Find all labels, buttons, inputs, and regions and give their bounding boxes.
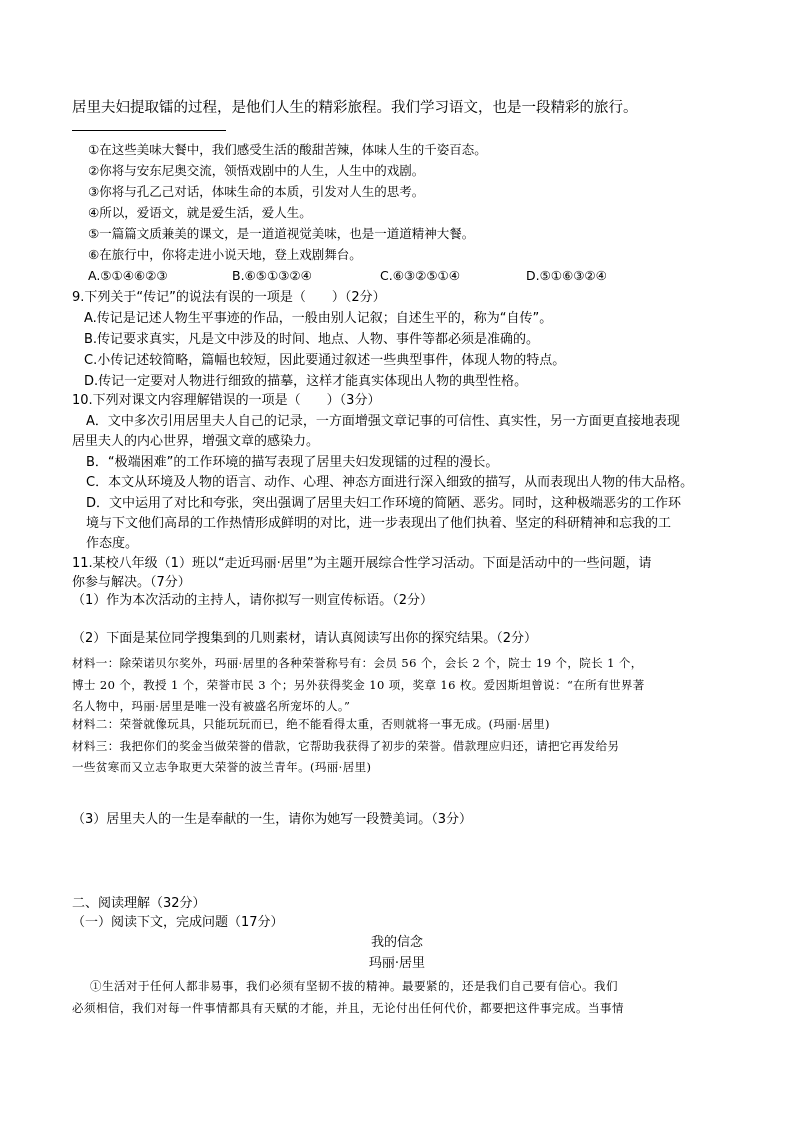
article-paragraph-1-line-2: 必须相信，我们对每一件事情都具有天赋的才能，并且，无论付出任何代价，都要把这件事完成。当事情 — [72, 1001, 624, 1015]
q9-option-c[interactable]: C.小传记述较简略，篇幅也较短，因此要通过叙述一些典型事件，体现人物的特点。 — [84, 353, 566, 368]
section-2-heading: 二、阅读理解（32分） — [72, 896, 206, 911]
sentence-3: ③你将与孔乙己对话，体味生命的本质，引发对人生的思考。 — [88, 184, 425, 199]
q11-stem-cont: 你参与解决。（7分） — [72, 575, 191, 590]
q10-option-b[interactable]: B．“极端困难”的工作环境的描写表现了居里夫妇发现镭的过程的漫长。 — [86, 455, 499, 470]
q8-option-c[interactable]: C.⑥③②⑤①④ — [380, 268, 460, 283]
q10-option-d-cont1: 境与下文他们高昂的工作热情形成鲜明的对比，进一步表现出了他们执着、坚定的科研精神和忘我的工 — [86, 516, 672, 531]
q11-stem: 11.某校八年级（1）班以“走近玛丽·居里”为主题开展综合性学习活动。下面是活动中的一些问题，请 — [72, 556, 652, 571]
material-1-line-2: 博士 20 个，教授 1 个，荣誉市民 3 个；另外获得奖金 10 项，奖章 16 枚。爱因斯坦曾说：“在所有世界著 — [72, 678, 645, 692]
q11-part-2: （2）下面是某位同学搜集到的几则素材，请认真阅读写出你的探究结果。（2分） — [72, 631, 538, 646]
sentence-4: ④所以，爱语文，就是爱生活，爱人生。 — [88, 205, 312, 220]
section-2-subheading: （一）阅读下文，完成问题（17分） — [72, 915, 284, 930]
sentence-5: ⑤一篇篇文质兼美的课文，是一道道视觉美味，也是一道道精神大餐。 — [88, 226, 475, 241]
q10-stem: 10.下列对课文内容理解错误的一项是（ ）（3分） — [72, 393, 381, 408]
q10-option-a-cont: 居里夫人的内心世界，增强文章的感染力。 — [72, 434, 320, 449]
q8-options — [88, 268, 708, 284]
material-2: 材料二：荣誉就像玩具，只能玩玩而已，绝不能看得太重，否则就将一事无成。(玛丽·居里) — [72, 717, 550, 731]
q8-option-d[interactable]: D.⑤①⑥③②④ — [526, 268, 607, 283]
material-1-line-1: 材料一：除荣诺贝尔奖外，玛丽·居里的各种荣誉称号有：会员 56 个，会长 2 个，院士 19 个，院长 1 个， — [72, 656, 643, 670]
article-paragraph-1-line-1: ①生活对于任何人都非易事，我们必须有坚韧不拔的精神。最要紧的，还是我们自己要有信心。我们 — [90, 979, 618, 993]
divider-line — [72, 130, 226, 131]
material-3-line-2: 一些贫寒而又立志争取更大荣誉的波兰青年。(玛丽·居里) — [72, 760, 372, 774]
q11-part-1: （1）作为本次活动的主持人，请你拟写一则宣传标语。（2分） — [72, 593, 434, 608]
sentence-1: ①在这些美味大餐中，我们感受生活的酸甜苦辣，体味人生的千姿百态。 — [88, 142, 487, 157]
q9-stem: 9.下列关于“传记”的说法有误的一项是（ ）（2分） — [72, 290, 386, 305]
q10-option-d-cont2: 作态度。 — [86, 536, 139, 551]
q10-option-c[interactable]: C．本文从环境及人物的语言、动作、心理、神态方面进行深入细致的描写，从而表现出人物的伟大品格。 — [86, 475, 694, 490]
q9-option-d[interactable]: D.传记一定要对人物进行细致的描摹，这样才能真实体现出人物的典型性格。 — [84, 374, 528, 389]
q11-part-3: （3）居里夫人的一生是奉献的一生，请你为她写一段赞美词。（3分） — [72, 812, 473, 827]
q9-option-b[interactable]: B.传记要求真实，凡是文中涉及的时间、地点、人物、事件等都必须是准确的。 — [84, 332, 540, 347]
article-title: 我的信念 — [370, 935, 423, 950]
q10-option-a[interactable]: A．文中多次引用居里夫人自己的记录，一方面增强文章记事的可信性、真实性，另一方面更直接地表现 — [86, 414, 680, 429]
material-1-line-3: 名人物中，玛丽·居里是唯一没有被盛名所宠坏的人。” — [72, 699, 351, 713]
sentence-6: ⑥在旅行中，你将走进小说天地，登上戏剧舞台。 — [88, 247, 362, 262]
intro-paragraph: 居里夫妇提取镭的过程，是他们人生的精彩旅程。我们学习语文，也是一段精彩的旅行。 — [72, 100, 638, 116]
q9-option-a[interactable]: A.传记是记述人物生平事迹的作品，一般由别人记叙；自述生平的，称为“自传”。 — [84, 311, 553, 326]
q8-option-a[interactable]: A.⑤①④⑥②③ — [88, 268, 168, 283]
q10-option-d[interactable]: D．文中运用了对比和夸张，突出强调了居里夫妇工作环境的简陋、恶劣。同时，这种极端恶劣的工作环 — [86, 496, 682, 511]
material-3-line-1: 材料三：我把你们的奖金当做荣誉的借款，它帮助我获得了初步的荣誉。借款理应归还，请把它再发给另 — [72, 739, 620, 753]
q8-option-b[interactable]: B.⑥⑤①③②④ — [232, 268, 312, 283]
sentence-2: ②你将与安东尼奥交流，领悟戏剧中的人生，人生中的戏剧。 — [88, 163, 425, 178]
article-author: 玛丽·居里 — [368, 956, 426, 971]
